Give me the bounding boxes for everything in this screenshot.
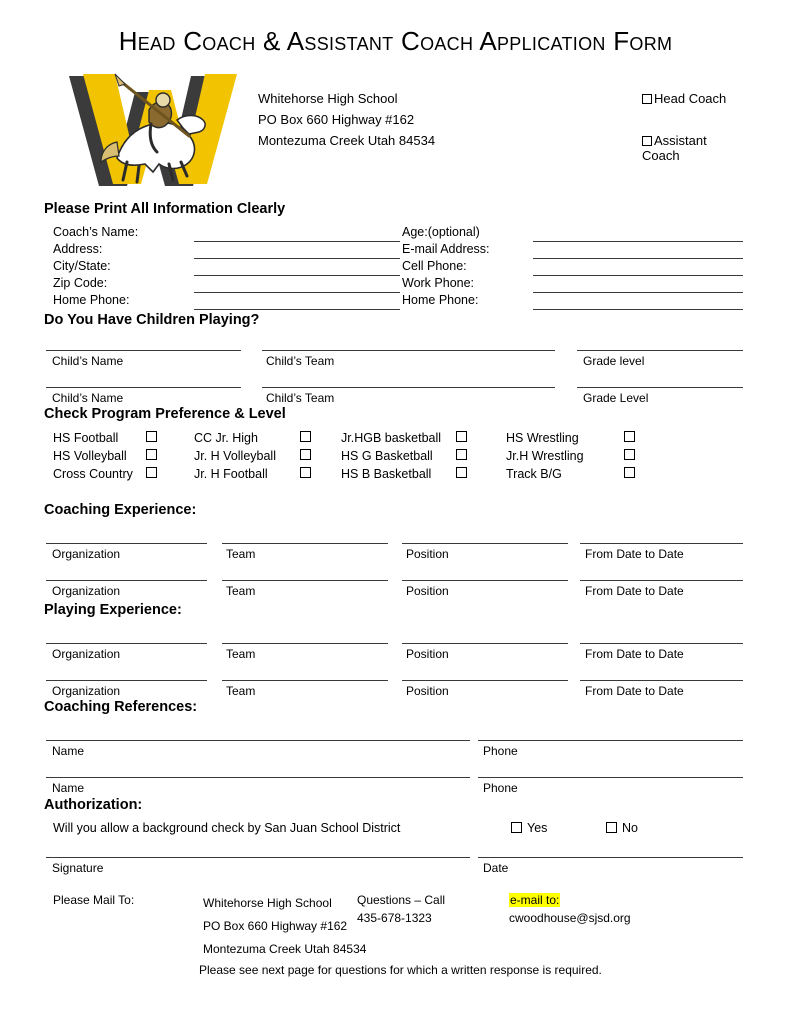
coach-exp-team-input-2[interactable]: [222, 580, 388, 581]
coach-name-input[interactable]: [194, 241, 400, 242]
children-playing-heading: Do You Have Children Playing?: [44, 312, 260, 328]
work-phone-label: Work Phone:: [402, 276, 475, 290]
program-checkbox-hs-b-basketball[interactable]: [456, 467, 467, 478]
reference-phone-label-1: Phone: [483, 744, 518, 758]
reference-name-label-1: Name: [52, 744, 85, 758]
program-checkbox-jrhgb-basketball[interactable]: [456, 431, 467, 442]
city-state-input[interactable]: [194, 275, 400, 276]
coach-exp-dates-input-2[interactable]: [580, 580, 743, 581]
program-checkbox-cross-country[interactable]: [146, 467, 157, 478]
assistant-coach-checkbox-row[interactable]: [642, 133, 737, 163]
child-name-input-2[interactable]: [46, 387, 241, 388]
play-exp-org-label-1: Organization: [52, 647, 121, 661]
child-grade-input-1[interactable]: [577, 350, 743, 351]
child-team-label-2: Child’s Team: [266, 391, 335, 405]
reference-phone-input-2[interactable]: [478, 777, 743, 778]
head-coach-label: Head Coach: [654, 91, 727, 106]
school-city-state-zip: Montezuma Creek Utah 84534: [258, 133, 436, 148]
coach-exp-team-input-1[interactable]: [222, 543, 388, 544]
coach-exp-position-label-1: Position: [406, 547, 449, 561]
program-label-hs-g-basketball: HS G Basketball: [341, 449, 433, 463]
assistant-coach-checkbox[interactable]: [642, 136, 652, 146]
program-label-cross-country: Cross Country: [53, 467, 133, 481]
email-to-label: e-mail to:: [510, 893, 560, 907]
home-phone-left-label: Home Phone:: [53, 293, 130, 307]
head-coach-checkbox-row[interactable]: [642, 91, 726, 106]
reference-name-input-1[interactable]: [46, 740, 470, 741]
child-grade-label-2: Grade Level: [583, 391, 649, 405]
cell-phone-input[interactable]: [533, 275, 743, 276]
child-name-input-1[interactable]: [46, 350, 241, 351]
reference-phone-input-1[interactable]: [478, 740, 743, 741]
program-checkbox-hs-football[interactable]: [146, 431, 157, 442]
school-name: Whitehorse High School: [258, 91, 398, 106]
mail-to-po-box: PO Box 660 Highway #162: [203, 919, 348, 933]
email-address-label: E-mail Address:: [402, 242, 490, 256]
reference-name-input-2[interactable]: [46, 777, 470, 778]
school-po-box: PO Box 660 Highway #162: [258, 112, 415, 127]
play-exp-team-input-1[interactable]: [222, 643, 388, 644]
email-address-input[interactable]: [533, 258, 743, 259]
play-exp-dates-label-1: From Date to Date: [585, 647, 684, 661]
signature-input[interactable]: [46, 857, 470, 858]
coach-exp-org-label-1: Organization: [52, 547, 121, 561]
coach-exp-position-label-2: Position: [406, 584, 449, 598]
mail-to-label: Please Mail To:: [53, 893, 135, 907]
child-team-label-1: Child’s Team: [266, 354, 335, 368]
home-phone-right-input[interactable]: [533, 309, 743, 310]
zip-code-label: Zip Code:: [53, 276, 108, 290]
play-exp-org-label-2: Organization: [52, 684, 121, 698]
home-phone-left-input[interactable]: [194, 309, 400, 310]
next-page-note: Please see next page for questions for which a written response is required.: [199, 963, 602, 977]
school-address-block: [258, 88, 435, 151]
program-label-hs-wrestling: HS Wrestling: [506, 431, 579, 445]
program-label-hs-football: HS Football: [53, 431, 119, 445]
warrior-w-logo-icon: [57, 62, 245, 192]
program-label-jrh-wrestling: Jr.H Wrestling: [506, 449, 584, 463]
coach-name-label: Coach’s Name:: [53, 225, 139, 239]
program-label-hs-b-basketball: HS B Basketball: [341, 467, 432, 481]
program-checkbox-track-bg[interactable]: [624, 467, 635, 478]
program-preference-heading: Check Program Preference & Level: [44, 406, 286, 422]
child-team-input-1[interactable]: [262, 350, 555, 351]
play-exp-position-label-1: Position: [406, 647, 449, 661]
background-check-yes-option[interactable]: [511, 821, 547, 835]
play-exp-position-input-1[interactable]: [402, 643, 568, 644]
mail-to-address-block: [203, 892, 366, 961]
background-check-no-label: No: [622, 821, 638, 835]
play-exp-dates-input-1[interactable]: [580, 643, 743, 644]
age-input[interactable]: [533, 241, 743, 242]
questions-call-label: Questions – Call: [357, 893, 446, 907]
program-checkbox-hs-volleyball[interactable]: [146, 449, 157, 460]
play-exp-team-label-2: Team: [226, 684, 256, 698]
program-checkbox-cc-jr-high[interactable]: [300, 431, 311, 442]
coaching-experience-heading: Coaching Experience:: [44, 502, 197, 518]
coach-exp-org-input-1[interactable]: [46, 543, 207, 544]
background-check-yes-label: Yes: [527, 821, 548, 835]
assistant-coach-label: Assistant Coach: [642, 133, 707, 163]
program-checkbox-hs-wrestling[interactable]: [624, 431, 635, 442]
child-grade-input-2[interactable]: [577, 387, 743, 388]
child-name-label-2: Child’s Name: [52, 391, 124, 405]
age-label: Age:(optional): [402, 225, 480, 239]
city-state-label: City/State:: [53, 259, 111, 273]
questions-phone-number: 435-678-1323: [357, 911, 432, 925]
head-coach-checkbox[interactable]: [642, 94, 652, 104]
coach-exp-team-label-1: Team: [226, 547, 256, 561]
coach-exp-org-input-2[interactable]: [46, 580, 207, 581]
reference-phone-label-2: Phone: [483, 781, 518, 795]
program-checkbox-jrh-wrestling[interactable]: [624, 449, 635, 460]
print-clearly-notice: Please Print All Information Clearly: [44, 201, 286, 217]
school-logo: [57, 62, 245, 192]
authorization-heading: Authorization:: [44, 797, 143, 813]
play-exp-dates-label-2: From Date to Date: [585, 684, 684, 698]
home-phone-right-label: Home Phone:: [402, 293, 479, 307]
play-exp-org-input-1[interactable]: [46, 643, 207, 644]
mail-to-city-state-zip: Montezuma Creek Utah 84534: [203, 942, 367, 956]
background-check-no-checkbox[interactable]: [606, 822, 617, 833]
play-exp-dates-input-2[interactable]: [580, 680, 743, 681]
mail-to-school-name: Whitehorse High School: [203, 896, 332, 910]
date-label: Date: [483, 861, 509, 875]
coach-exp-position-input-1[interactable]: [402, 543, 568, 544]
play-exp-team-input-2[interactable]: [222, 680, 388, 681]
coach-exp-dates-label-2: From Date to Date: [585, 584, 684, 598]
reference-name-label-2: Name: [52, 781, 85, 795]
program-label-jrhgb-basketball: Jr.HGB basketball: [341, 431, 442, 445]
child-name-label-1: Child’s Name: [52, 354, 124, 368]
zip-code-input[interactable]: [194, 292, 400, 293]
program-label-jrh-football: Jr. H Football: [194, 467, 268, 481]
background-check-yes-checkbox[interactable]: [511, 822, 522, 833]
contact-email-address[interactable]: cwoodhouse@sjsd.org: [509, 911, 631, 925]
playing-experience-heading: Playing Experience:: [44, 602, 182, 618]
program-label-track-bg: Track B/G: [506, 467, 562, 481]
work-phone-input[interactable]: [533, 292, 743, 293]
coach-exp-org-label-2: Organization: [52, 584, 121, 598]
address-label: Address:: [53, 242, 103, 256]
program-label-cc-jr-high: CC Jr. High: [194, 431, 258, 445]
background-check-no-option[interactable]: [606, 821, 638, 835]
program-label-jrh-volleyball: Jr. H Volleyball: [194, 449, 276, 463]
program-checkbox-jrh-football[interactable]: [300, 467, 311, 478]
date-input[interactable]: [478, 857, 743, 858]
child-grade-label-1: Grade level: [583, 354, 645, 368]
background-check-question: Will you allow a background check by San Juan School District: [53, 821, 401, 835]
child-team-input-2[interactable]: [262, 387, 555, 388]
play-exp-team-label-1: Team: [226, 647, 256, 661]
coach-exp-dates-label-1: From Date to Date: [585, 547, 684, 561]
program-checkbox-jrh-volleyball[interactable]: [300, 449, 311, 460]
address-input[interactable]: [194, 258, 400, 259]
program-label-hs-volleyball: HS Volleyball: [53, 449, 127, 463]
cell-phone-label: Cell Phone:: [402, 259, 467, 273]
coaching-references-heading: Coaching References:: [44, 699, 198, 715]
coach-exp-dates-input-1[interactable]: [580, 543, 743, 544]
play-exp-position-input-2[interactable]: [402, 680, 568, 681]
program-checkbox-hs-g-basketball[interactable]: [456, 449, 467, 460]
page-title: Head Coach & Assistant Coach Application Form: [118, 26, 673, 56]
play-exp-org-input-2[interactable]: [46, 680, 207, 681]
play-exp-position-label-2: Position: [406, 684, 449, 698]
coach-exp-position-input-2[interactable]: [402, 580, 568, 581]
signature-label: Signature: [52, 861, 104, 875]
coach-exp-team-label-2: Team: [226, 584, 256, 598]
